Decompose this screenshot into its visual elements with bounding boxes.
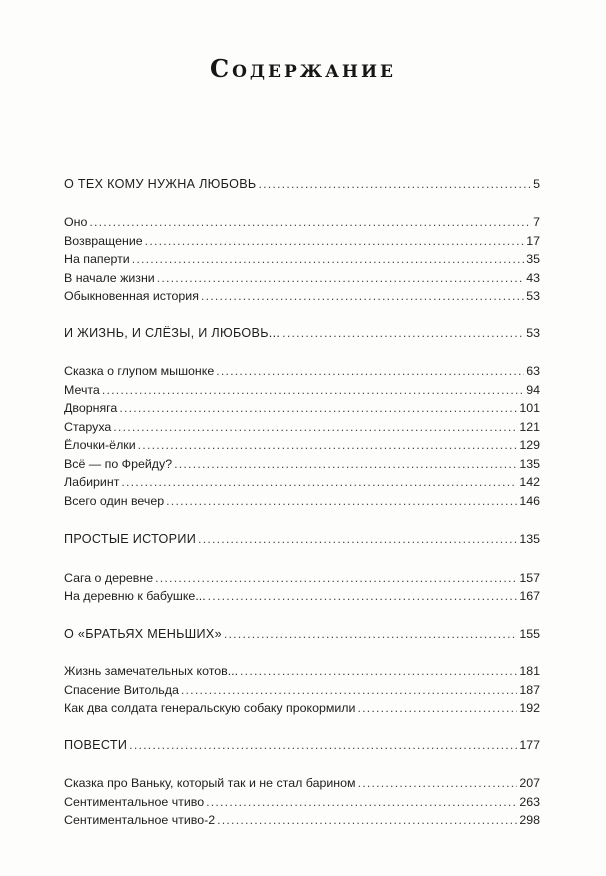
toc-entry-page: 187 [519,683,540,697]
toc-entry [64,212,540,232]
toc-section-entry [64,735,540,755]
toc-entry-page: 207 [519,776,540,790]
toc-entry-title: Сентиментальное чтиво-2 [64,813,216,827]
toc-leader-dots [198,529,517,549]
toc-leader-dots [357,698,517,718]
toc-entry-title: И ЖИЗНЬ, И СЛЁЗЫ, И ЛЮБОВЬ... [64,326,281,340]
toc-entry-page: 94 [526,383,540,397]
toc-leader-dots [157,268,524,288]
toc-leader-dots [240,661,517,681]
toc-entry-title: Обыкновенная история [64,289,199,303]
toc-leader-dots [201,286,524,306]
toc-entry-page: 155 [519,627,540,641]
toc-entry-page: 146 [519,494,540,508]
toc-entry-page: 7 [533,215,540,229]
toc-leader-dots [216,361,524,381]
toc-entry-page: 17 [526,234,540,248]
toc-section-entry [64,624,540,644]
toc-entry-page: 5 [533,177,540,191]
toc-entry-title: Сказка о глупом мышонке [64,364,215,378]
toc-entry-page: 135 [519,532,540,546]
toc-entry-title: Всего один вечер [64,494,165,508]
toc-entry-title: На деревню к бабушке... [64,589,206,603]
toc-entry-page: 192 [519,701,540,715]
toc-entry-page: 129 [519,438,540,452]
toc-leader-dots [138,435,518,455]
toc-leader-dots [166,491,517,511]
toc-entry [64,454,540,474]
toc-entry [64,398,540,418]
toc-entry [64,249,540,269]
toc-entry [64,810,540,830]
toc-entry [64,698,540,718]
toc-leader-dots [155,568,517,588]
toc-entry-title: Дворняга [64,401,118,415]
toc-entry [64,586,540,606]
toc-entry-page: 35 [526,252,540,266]
toc-leader-dots [206,792,517,812]
toc-entry-page: 53 [526,289,540,303]
toc-entry-title: Оно [64,215,88,229]
toc-entry-title: Спасение Витольда [64,683,179,697]
toc-entry-title: Сказка про Ваньку, который так и не стал барином [64,776,356,790]
toc-entry-page: 101 [519,401,540,415]
toc-section-entry [64,323,540,343]
toc-entry [64,417,540,437]
toc-leader-dots [358,773,518,793]
toc-entry-title: На паперти [64,252,130,266]
toc-entry-title: Сентиментальное чтиво [64,795,205,809]
toc-entry-title: ПРОСТЫЕ ИСТОРИИ [64,532,197,546]
toc-entry [64,773,540,793]
toc-entry-page: 181 [519,664,540,678]
toc-leader-dots [132,249,525,269]
toc-entry [64,680,540,700]
toc-leader-dots [217,810,517,830]
toc-entry-title: Как два солдата генеральскую собаку прокормили [64,701,356,715]
toc-entry [64,286,540,306]
toc-entry-title: Всё — по Фрейду? [64,457,173,471]
toc-leader-dots [282,323,524,343]
toc-leader-dots [224,624,517,644]
toc-leader-dots [208,586,518,606]
toc-entry-title: Лабиринт [64,475,120,489]
toc-entry-page: 298 [519,813,540,827]
toc-leader-dots [113,417,517,437]
toc-section-entry [64,529,540,549]
toc-entry-title: В начале жизни [64,271,155,285]
toc-entry [64,268,540,288]
toc-entry-title: Старуха [64,420,112,434]
toc-section-entry [64,174,540,194]
toc-entry [64,231,540,251]
toc-entry [64,661,540,681]
toc-entry-title: Мечта [64,383,100,397]
toc-entry-title: Возвращение [64,234,143,248]
toc-entry-page: 167 [519,589,540,603]
toc-entry-title: О «БРАТЬЯХ МЕНЬШИХ» [64,627,222,641]
toc-entry-page: 177 [519,738,540,752]
toc-entry-title: О ТЕХ КОМУ НУЖНА ЛЮБОВЬ [64,177,257,191]
toc-leader-dots [121,472,517,492]
toc-entry [64,491,540,511]
toc-entry-title: ПОВЕСТИ [64,738,128,752]
toc-entry-page: 263 [519,795,540,809]
toc-entry-page: 135 [519,457,540,471]
toc-leader-dots [129,735,517,755]
toc-leader-dots [181,680,517,700]
toc-entry-page: 63 [526,364,540,378]
toc-entry-page: 53 [526,326,540,340]
toc-entry-page: 157 [519,571,540,585]
toc-entry [64,792,540,812]
toc-entry-title: Жизнь замечательных котов... [64,664,239,678]
toc-entry [64,361,540,381]
page-title: Содержание [210,54,396,83]
toc-leader-dots [145,231,525,251]
toc-entry-page: 43 [526,271,540,285]
toc-entry-title: Ёлочки-ёлки [64,438,136,452]
toc-entry [64,380,540,400]
toc-entry-title: Сага о деревне [64,571,154,585]
toc-entry [64,472,540,492]
toc-leader-dots [102,380,524,400]
toc-leader-dots [174,454,517,474]
toc-entry-page: 121 [519,420,540,434]
toc-leader-dots [119,398,517,418]
toc-leader-dots [89,212,531,232]
toc-entry-page: 142 [519,475,540,489]
toc-leader-dots [258,174,531,194]
toc-entry [64,435,540,455]
toc-entry [64,568,540,588]
